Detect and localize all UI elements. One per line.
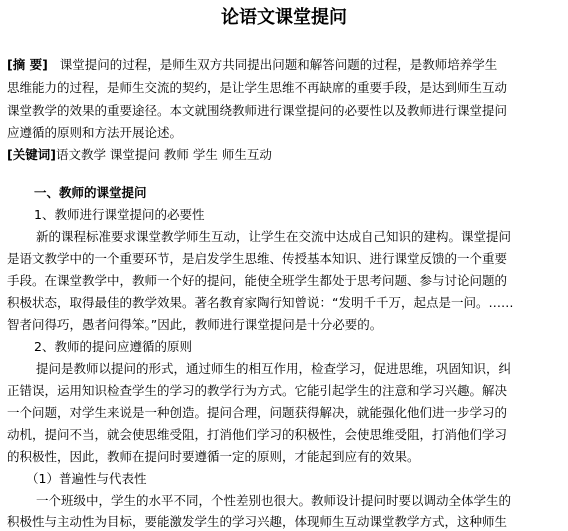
- abstract-label: [摘 要]: [7, 57, 48, 72]
- paragraph-line: 智者问得巧，愚者问得笨。”因此，教师进行课堂提问是十分必要的。: [7, 317, 383, 332]
- subsection-heading-principles: 2、教师的提问应遵循的原则: [34, 339, 192, 354]
- abstract-line-4: 应遵循的原则和方法开展论述。: [7, 125, 183, 140]
- abstract-line-2: 思维能力的过程，是师生交流的契约，是让学生思维不再缺席的重要手段，是达到师生互动: [7, 80, 508, 95]
- abstract-text-1: 课堂提问的过程，是师生双方共同提出问题和解答问题的过程，是教师培养学生: [59, 57, 498, 72]
- paragraph-line: 积极状态，取得最佳的教学效果。著名教育家陶行知曾说：“发明千千万，起点是一问。……: [7, 295, 514, 310]
- paragraph-line: 动机，提问不当，就会使思维受阻，打消他们学习的积极性，会使思维受阻，打消他们学习: [7, 427, 508, 442]
- document-title: 论语文课堂提问: [221, 7, 347, 28]
- paragraph-line: 正错误，运用知识检查学生的学习的教学行为方式。它能引起学生的注意和学习兴趣。解决: [7, 383, 508, 398]
- keywords-text: 语文教学 课堂提问 教师 学生 师生互动: [55, 147, 272, 162]
- section-heading: 一、教师的课堂提问: [34, 185, 147, 200]
- paragraph-line: 提问是教师以提问的形式，通过师生的相互作用，检查学习，促进思维，巩固知识，纠: [36, 361, 512, 376]
- paragraph-line: 一个班级中，学生的水平不同，个性差别也很大。教师设计提问时要以调动全体学生的: [36, 493, 512, 508]
- keywords-line: [7, 145, 563, 164]
- paragraph-line: 的积极性，因此，教师在提问时要遵循一定的原则，才能起到应有的效果。: [7, 449, 420, 464]
- abstract-line-3: 课堂教学的效果的重要途径。本文就围绕教师进行课堂提问的必要性以及教师进行课堂提问: [7, 103, 508, 118]
- paragraph-line: 新的课程标准要求课堂教学师生互动，让学生在交流中达成自己知识的建构。课堂提问: [36, 229, 512, 244]
- paragraph-line: 积极性与主动性为目标，要能激发学生的学习兴趣，体现师生互动课堂教学方式，这种师生: [7, 514, 508, 529]
- subsection-heading-necessity: 1、教师进行课堂提问的必要性: [34, 207, 205, 222]
- paragraph-line: 手段。在课堂教学中，教师一个好的提问，能使全班学生都处于思考问题、参与讨论问题的: [7, 273, 508, 288]
- subsection-heading-universality: （1）普遍性与代表性: [26, 471, 147, 486]
- paragraph-line: 一个问题，对学生来说是一种创造。提问合理，问题获得解决，就能强化他们进一步学习的: [7, 405, 508, 420]
- abstract-line-1: [7, 55, 563, 74]
- paragraph-line: 是语文教学中的一个重要环节，是启发学生思维、传授基本知识、进行课堂反馈的一个重要: [7, 251, 508, 266]
- keywords-label: [关键词]: [7, 147, 56, 162]
